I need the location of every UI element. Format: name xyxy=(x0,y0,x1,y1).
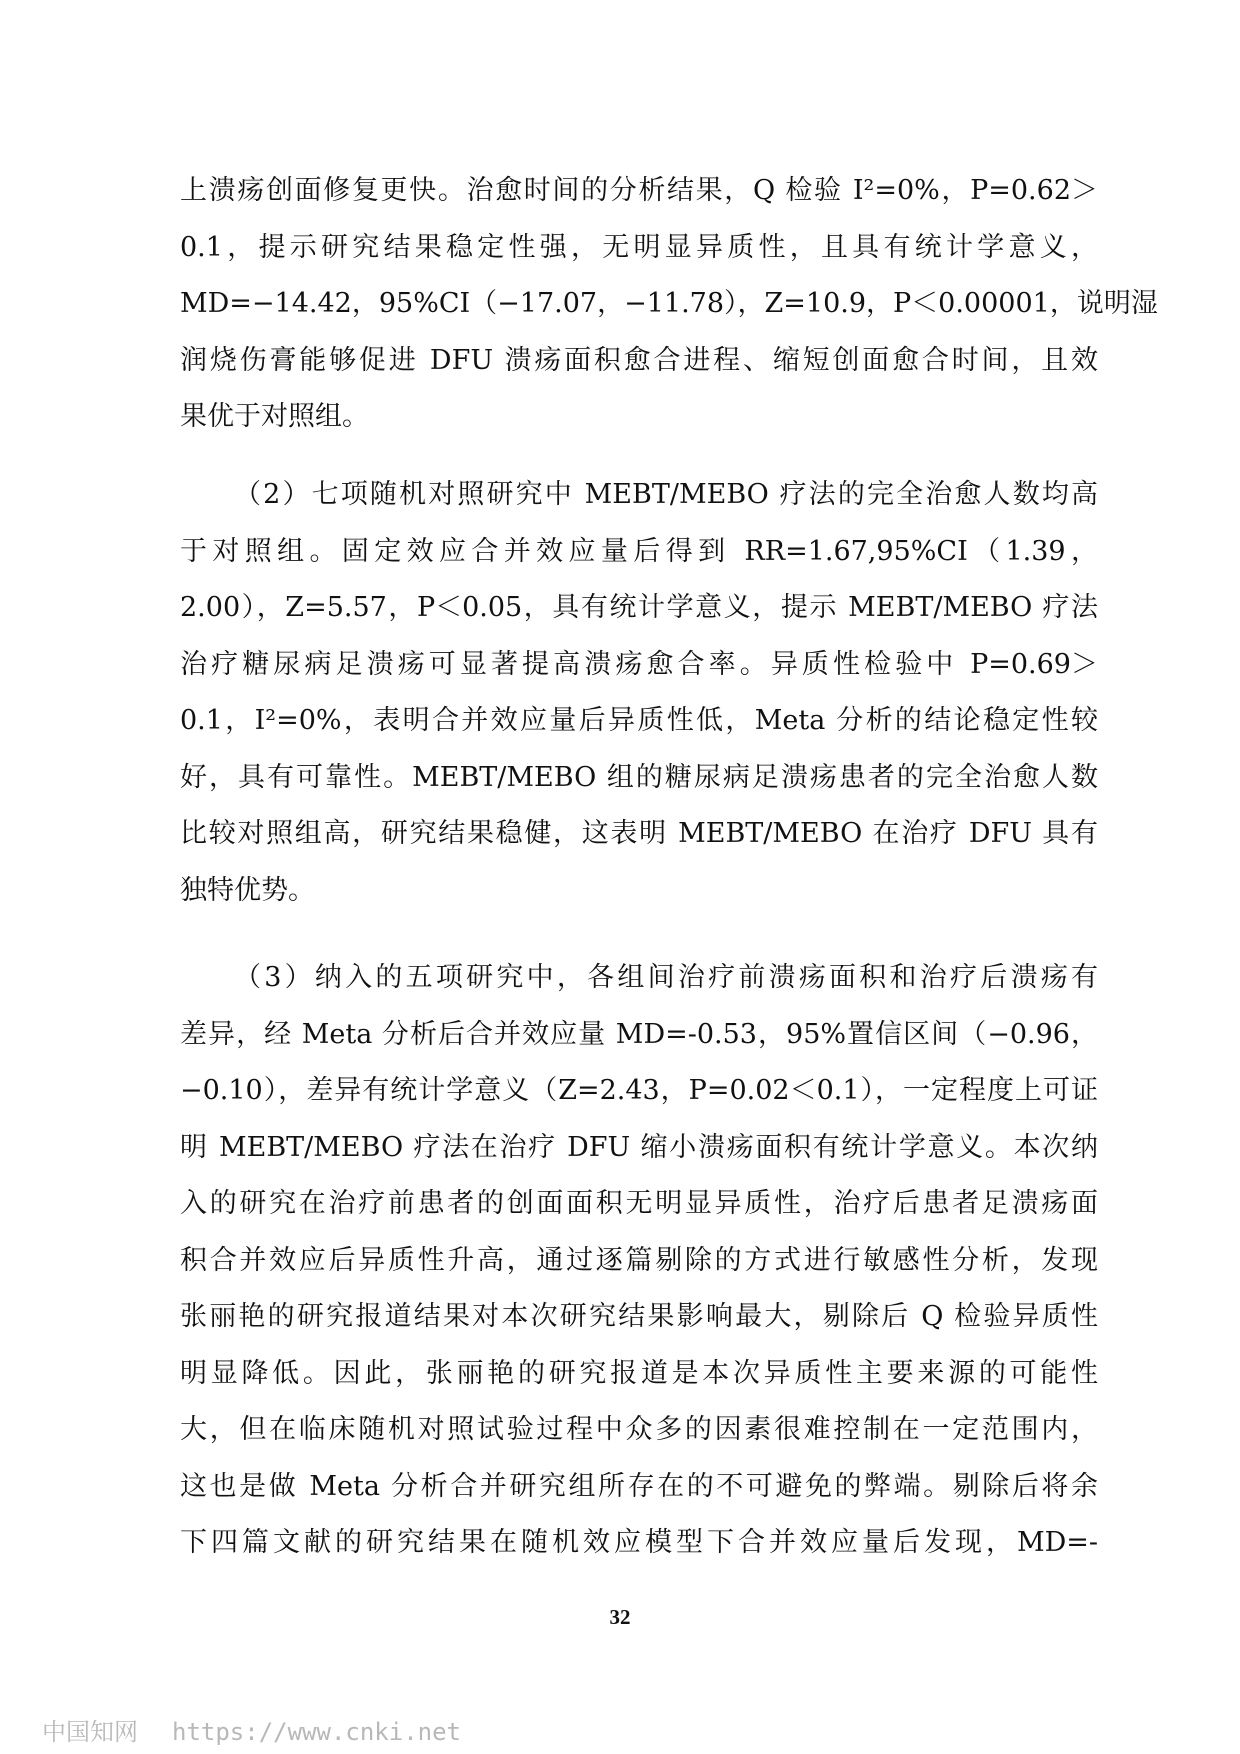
text-line: −0.10），差异有统计学意义（Z=2.43，P=0.02＜0.1），一定程度上可证 xyxy=(180,1075,1098,1106)
text-line: 0.1，提示研究结果稳定性强，无明显异质性，且具有统计学意义， xyxy=(180,231,1098,263)
text-line: 入的研究在治疗前患者的创面面积无明显异质性，治疗后患者足溃疡面 xyxy=(180,1188,1098,1219)
cnki-watermark xyxy=(42,1712,495,1747)
text-line: （3）纳入的五项研究中，各组间治疗前溃疡面积和治疗后溃疡有 xyxy=(234,962,1098,993)
page-number: 32 xyxy=(609,1605,631,1629)
paragraph-2 xyxy=(180,467,1098,919)
text-line: 于对照组。固定效应合并效应量后得到 RR=1.67,95%CI（1.39， xyxy=(180,535,1098,567)
text-line: 明显降低。因此，张丽艳的研究报道是本次异质性主要来源的可能性 xyxy=(180,1357,1098,1389)
text-line: 上溃疡创面修复更快。治愈时间的分析结果，Q 检验 I²=0%，P=0.62＞ xyxy=(180,175,1098,206)
text-line: 张丽艳的研究报道结果对本次研究结果影响最大，剔除后 Q 检验异质性 xyxy=(180,1301,1098,1332)
text-line: （2）七项随机对照研究中 MEBT/MEBO 疗法的完全治愈人数均高 xyxy=(234,479,1098,510)
text-line: 这也是做 Meta 分析合并研究组所存在的不可避免的弊端。剔除后将余 xyxy=(180,1470,1098,1502)
text-line: 好，具有可靠性。MEBT/MEBO 组的糖尿病足溃疡患者的完全治愈人数 xyxy=(180,761,1098,793)
text-line: 2.00），Z=5.57，P＜0.05，具有统计学意义，提示 MEBT/MEBO 疗法 xyxy=(180,592,1098,623)
text-line: 果优于对照组。 xyxy=(180,401,369,432)
text-line: 积合并效应后异质性升高，通过逐篇剔除的方式进行敏感性分析，发现 xyxy=(180,1244,1098,1276)
paragraph-3 xyxy=(180,950,1098,1572)
text-line: 独特优势。 xyxy=(180,874,315,906)
text-line: 治疗糖尿病足溃疡可显著提高溃疡愈合率。异质性检验中 P=0.69＞ xyxy=(180,648,1098,680)
text-line: 润烧伤膏能够促进 DFU 溃疡面积愈合进程、缩短创面愈合时间，且效 xyxy=(180,344,1098,376)
text-line: 差异，经 Meta 分析后合并效应量 MD=-0.53，95%置信区间（−0.96， xyxy=(180,1018,1098,1050)
text-line: 下四篇文献的研究结果在随机效应模型下合并效应量后发现，MD=- xyxy=(180,1527,1098,1558)
text-line: 0.1，I²=0%，表明合并效应量后异质性低，Meta 分析的结论稳定性较 xyxy=(180,705,1098,736)
text-line: 比较对照组高，研究结果稳健，这表明 MEBT/MEBO 在治疗 DFU 具有 xyxy=(180,818,1098,849)
text-line: MD=−14.42，95%CI（−17.07，−11.78），Z=10.9，P＜0.00001，说明湿 xyxy=(180,288,1158,319)
watermark-brand: 中国知网 xyxy=(42,1718,138,1746)
watermark-url: https://www.cnki.net xyxy=(172,1718,461,1746)
text-line: 大，但在临床随机对照试验过程中众多的因素很难控制在一定范围内， xyxy=(180,1414,1098,1445)
paragraph-1 xyxy=(180,163,1158,446)
text-line: 明 MEBT/MEBO 疗法在治疗 DFU 缩小溃疡面积有统计学意义。本次纳 xyxy=(180,1131,1098,1163)
